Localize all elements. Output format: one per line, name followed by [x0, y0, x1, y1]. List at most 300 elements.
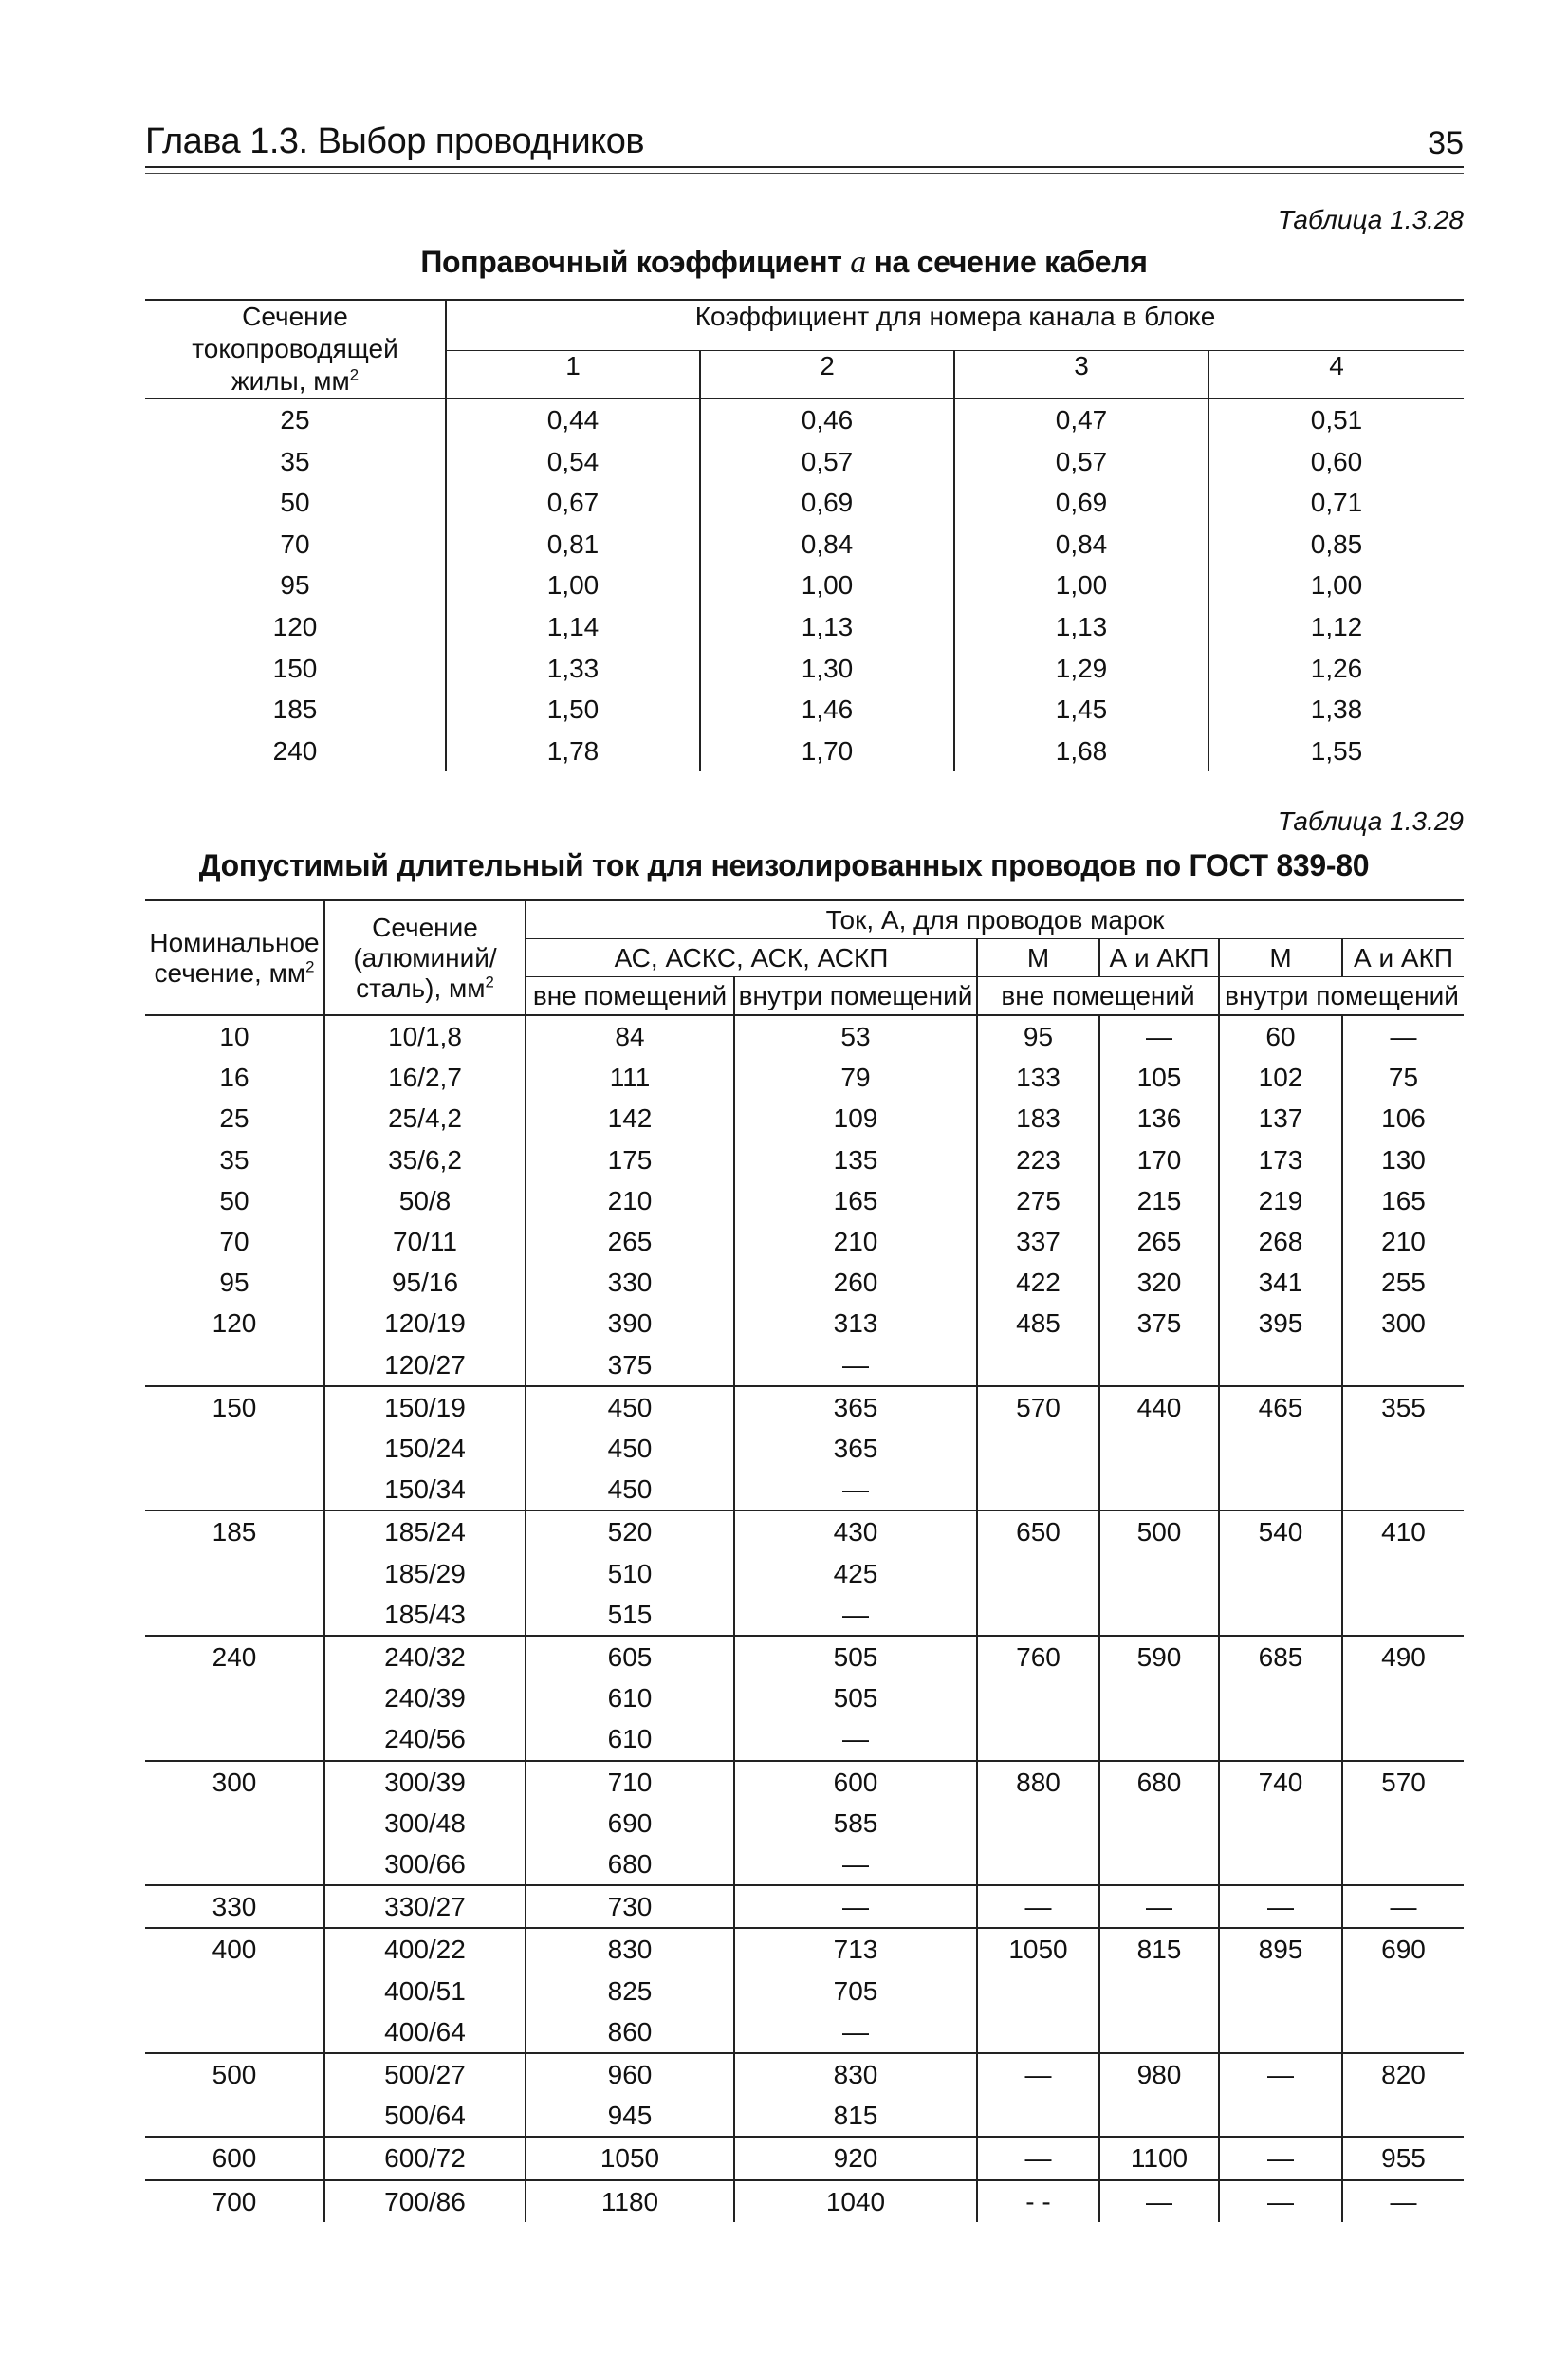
- t29-current-cell: 165: [1342, 1180, 1464, 1221]
- t29-current-cell: 320: [1099, 1262, 1219, 1303]
- t29-nominal-cell: [145, 1677, 324, 1718]
- t29-current-cell: [1099, 1594, 1219, 1636]
- table-row: [145, 689, 1464, 731]
- t29-current-cell: 375: [1099, 1303, 1219, 1343]
- t29-mark-ac: АС, АСКС, АСК, АСКП: [526, 939, 977, 977]
- t29-current-cell: —: [1219, 2180, 1342, 2222]
- t29-current-cell: —: [734, 1718, 977, 1760]
- t29-current-cell: [1219, 1843, 1342, 1885]
- t29-current-cell: —: [734, 1885, 977, 1928]
- t29-current-cell: 490: [1342, 1636, 1464, 1677]
- t29-nominal-cell: 400: [145, 1928, 324, 1970]
- t29-section-cell: 16/2,7: [324, 1057, 526, 1098]
- t29-current-cell: [1342, 1428, 1464, 1469]
- t29-current-cell: 730: [526, 1885, 734, 1928]
- table-row: [145, 1803, 1464, 1843]
- t29-current-cell: [1219, 1469, 1342, 1510]
- t29-current-cell: —: [1342, 2180, 1464, 2222]
- t29-current-cell: 210: [526, 1180, 734, 1221]
- t29-current-cell: 410: [1342, 1510, 1464, 1552]
- table-row: [145, 1636, 1464, 1677]
- t29-current-cell: —: [1099, 2180, 1219, 2222]
- t29-current-cell: 713: [734, 1928, 977, 1970]
- t29-section-cell: 600/72: [324, 2137, 526, 2179]
- table-row: [145, 482, 1464, 524]
- t29-current-cell: 137: [1219, 1098, 1342, 1139]
- t29-section-cell: 500/27: [324, 2053, 526, 2095]
- t29-section-cell: 185/29: [324, 1553, 526, 1594]
- t29-current-cell: 585: [734, 1803, 977, 1843]
- t29-current-cell: [1099, 1677, 1219, 1718]
- t29-current-cell: 313: [734, 1303, 977, 1343]
- t28-coef-cell: 1,38: [1208, 689, 1464, 731]
- t28-coef-cell: 0,84: [954, 524, 1208, 565]
- t29-nominal-cell: 185: [145, 1510, 324, 1552]
- t29-current-cell: 165: [734, 1180, 977, 1221]
- t29-current-cell: —: [734, 1843, 977, 1885]
- t29-current-cell: 210: [1342, 1221, 1464, 1262]
- t29-nominal-cell: [145, 2011, 324, 2053]
- t28-channel: 2: [700, 351, 954, 399]
- t29-current-cell: 600: [734, 1761, 977, 1803]
- t29-current-cell: 375: [526, 1344, 734, 1386]
- t29-current-cell: —: [1099, 1885, 1219, 1928]
- t28-coef-cell: 0,47: [954, 398, 1208, 441]
- t29-current-cell: 300: [1342, 1303, 1464, 1343]
- t29-current-cell: 106: [1342, 1098, 1464, 1139]
- running-head: [145, 121, 1464, 167]
- t29-section-cell: 50/8: [324, 1180, 526, 1221]
- t28-coef-cell: 1,29: [954, 648, 1208, 690]
- t29-section-cell: 10/1,8: [324, 1015, 526, 1057]
- t29-current-cell: [1219, 1718, 1342, 1760]
- t29-current-cell: 515: [526, 1594, 734, 1636]
- t29-current-cell: 505: [734, 1636, 977, 1677]
- t28-coef-cell: 1,00: [446, 565, 700, 606]
- t28-col-coef: Коэффициент для номера канала в блоке: [446, 300, 1464, 351]
- t29-current-cell: 895: [1219, 1928, 1342, 1970]
- t29-current-cell: [1099, 1469, 1219, 1510]
- t29-current-cell: 102: [1219, 1057, 1342, 1098]
- t29-current-cell: —: [977, 2053, 1099, 2095]
- t29-current-cell: [1342, 1344, 1464, 1386]
- t29-current-cell: 705: [734, 1971, 977, 2011]
- table-row: [145, 1057, 1464, 1098]
- chapter-title: Глава 1.3. Выбор проводников: [145, 121, 645, 161]
- t29-nominal-cell: 700: [145, 2180, 324, 2222]
- t29-current-cell: 109: [734, 1098, 977, 1139]
- t28-coef-cell: 1,33: [446, 648, 700, 690]
- t28-coef-cell: 0,57: [700, 441, 954, 483]
- t29-current-cell: 1050: [526, 2137, 734, 2179]
- t28-coef-cell: 0,67: [446, 482, 700, 524]
- t29-section-cell: 185/43: [324, 1594, 526, 1636]
- table-row: [145, 441, 1464, 483]
- t29-section-cell: 400/22: [324, 1928, 526, 1970]
- t29-current-cell: 880: [977, 1761, 1099, 1803]
- t29-current-cell: —: [1219, 2053, 1342, 2095]
- t29-current-cell: 815: [734, 2095, 977, 2137]
- t29-current-cell: 355: [1342, 1386, 1464, 1428]
- t29-current-cell: 610: [526, 1718, 734, 1760]
- t29-current-cell: —: [977, 2137, 1099, 2179]
- table-row: [145, 398, 1464, 441]
- t28-coef-cell: 1,00: [1208, 565, 1464, 606]
- t29-current-cell: [1099, 1344, 1219, 1386]
- t29-current-cell: 520: [526, 1510, 734, 1552]
- t28-section-cell: 185: [272, 695, 318, 725]
- t29-current-cell: [1219, 1677, 1342, 1718]
- t28-coef-cell: 1,55: [1208, 731, 1464, 772]
- table-row: [145, 606, 1464, 648]
- t29-current-cell: 500: [1099, 1510, 1219, 1552]
- table-row: [145, 2095, 1464, 2137]
- t28-coef-cell: 0,60: [1208, 441, 1464, 483]
- t29-current-cell: [1219, 1594, 1342, 1636]
- t29-current-cell: 960: [526, 2053, 734, 2095]
- table-row: [145, 1761, 1464, 1803]
- t29-section-cell: 300/66: [324, 1843, 526, 1885]
- table-row: [145, 1098, 1464, 1139]
- t29-current-cell: 265: [1099, 1221, 1219, 1262]
- t28-section-cell: 95: [280, 570, 310, 601]
- table-row: [145, 1928, 1464, 1970]
- t29-current-cell: [977, 1971, 1099, 2011]
- t28-coef-cell: 0,57: [954, 441, 1208, 483]
- table-row: [145, 1303, 1464, 1343]
- table-row: [145, 1843, 1464, 1885]
- t28-section-cell: 240: [272, 735, 318, 766]
- t29-nominal-cell: [145, 1594, 324, 1636]
- t29-nominal-cell: [145, 1971, 324, 2011]
- t29-section-cell: 240/56: [324, 1718, 526, 1760]
- t29-current-cell: 183: [977, 1098, 1099, 1139]
- t29-current-cell: 341: [1219, 1262, 1342, 1303]
- t29-mark-m: М: [1219, 939, 1342, 977]
- table-row: [145, 1344, 1464, 1386]
- t29-section-cell: 240/39: [324, 1677, 526, 1718]
- t29-mark-a-akp: А и АКП: [1099, 939, 1219, 977]
- t29-current-cell: 337: [977, 1221, 1099, 1262]
- t29-current-cell: [1342, 2011, 1464, 2053]
- table-row: [145, 2180, 1464, 2222]
- t29-current-cell: 685: [1219, 1636, 1342, 1677]
- t28-channel: 1: [446, 351, 700, 399]
- t29-nominal-cell: 240: [145, 1636, 324, 1677]
- t29-current-cell: 142: [526, 1098, 734, 1139]
- table-row: [145, 1971, 1464, 2011]
- t29-current-cell: 920: [734, 2137, 977, 2179]
- t29-current-cell: 390: [526, 1303, 734, 1343]
- table-row: [145, 1386, 1464, 1428]
- t29-current-cell: [1342, 1677, 1464, 1718]
- t29-outdoor: вне помещений: [526, 977, 734, 1016]
- t29-section-cell: 300/48: [324, 1803, 526, 1843]
- t29-current-cell: —: [1342, 1885, 1464, 1928]
- t29-current-cell: [1099, 2095, 1219, 2137]
- t29-col-section: Сечение (алюминий/ сталь), $мм^2$: [324, 900, 526, 1015]
- t28-coef-cell: 1,00: [954, 565, 1208, 606]
- t29-current-cell: 173: [1219, 1139, 1342, 1180]
- t28-coef-cell: 1,45: [954, 689, 1208, 731]
- t29-current-cell: 590: [1099, 1636, 1219, 1677]
- t29-current-cell: [1219, 1428, 1342, 1469]
- t29-current-cell: 680: [1099, 1761, 1219, 1803]
- t28-coef-cell: 0,54: [446, 441, 700, 483]
- t29-current-cell: [1342, 1718, 1464, 1760]
- t29-current-cell: 955: [1342, 2137, 1464, 2179]
- t29-nominal-cell: 120: [212, 1308, 257, 1339]
- t29-current-cell: 980: [1099, 2053, 1219, 2095]
- t29-current-cell: 830: [734, 2053, 977, 2095]
- t29-section-cell: 400/51: [324, 1971, 526, 2011]
- t29-current-cell: 130: [1342, 1139, 1464, 1180]
- t29-current-cell: 84: [526, 1015, 734, 1057]
- t28-coef-cell: 1,14: [446, 606, 700, 648]
- t29-current-cell: [1099, 1803, 1219, 1843]
- t28-coef-cell: 1,12: [1208, 606, 1464, 648]
- t29-nominal-cell: [145, 1344, 324, 1386]
- t29-current-cell: 210: [734, 1221, 977, 1262]
- header-rule: [145, 166, 1464, 174]
- t29-current-cell: [1342, 2095, 1464, 2137]
- t29-section-cell: 300/39: [324, 1761, 526, 1803]
- t29-current-cell: [1342, 1843, 1464, 1885]
- t29-col-current: Ток, А, для проводов марок: [526, 900, 1464, 939]
- t28-coef-cell: 1,50: [446, 689, 700, 731]
- t29-current-cell: 830: [526, 1928, 734, 1970]
- t28-coef-cell: 0,69: [954, 482, 1208, 524]
- t29-section-cell: 150/24: [324, 1428, 526, 1469]
- t29-current-cell: 860: [526, 2011, 734, 2053]
- t29-current-cell: 690: [526, 1803, 734, 1843]
- t29-current-cell: 265: [526, 1221, 734, 1262]
- t29-current-cell: 505: [734, 1677, 977, 1718]
- page-number: 35: [1428, 125, 1464, 161]
- t29-current-cell: 53: [734, 1015, 977, 1057]
- t29-current-cell: 485: [977, 1303, 1099, 1343]
- t29-current-cell: 111: [526, 1057, 734, 1098]
- t29-current-cell: 430: [734, 1510, 977, 1552]
- table-row: [145, 565, 1464, 606]
- t29-nominal-cell: 25: [219, 1103, 249, 1134]
- t29-current-cell: 215: [1099, 1180, 1219, 1221]
- t29-current-cell: 60: [1219, 1015, 1342, 1057]
- t29-current-cell: 223: [977, 1139, 1099, 1180]
- t29-current-cell: [1342, 1594, 1464, 1636]
- table-row: [145, 1553, 1464, 1594]
- table-row: [145, 1015, 1464, 1057]
- t28-coef-cell: 1,30: [700, 648, 954, 690]
- t29-current-cell: [977, 1677, 1099, 1718]
- t29-current-cell: —: [734, 1469, 977, 1510]
- t28-coef-cell: 1,26: [1208, 648, 1464, 690]
- t29-current-cell: [1219, 1344, 1342, 1386]
- t28-coef-cell: 1,46: [700, 689, 954, 731]
- t29-current-cell: 136: [1099, 1098, 1219, 1139]
- t29-mark-m: М: [977, 939, 1099, 977]
- t29-current-cell: [1342, 1553, 1464, 1594]
- t29-current-cell: [977, 1594, 1099, 1636]
- t29-section-cell: 70/11: [324, 1221, 526, 1262]
- table-row: [145, 2137, 1464, 2179]
- t29-current-cell: [977, 1843, 1099, 1885]
- t29-outdoor: вне помещений: [977, 977, 1219, 1016]
- table-29-label: Таблица 1.3.29: [1277, 806, 1464, 836]
- t29-current-cell: —: [734, 1344, 977, 1386]
- t29-current-cell: [1099, 1971, 1219, 2011]
- t29-current-cell: —: [1219, 2137, 1342, 2179]
- t29-current-cell: 570: [977, 1386, 1099, 1428]
- t29-nominal-cell: 500: [145, 2053, 324, 2095]
- t29-section-cell: 330/27: [324, 1885, 526, 1928]
- t29-current-cell: [1342, 1469, 1464, 1510]
- table-row: [145, 731, 1464, 772]
- t28-coef-cell: 0,71: [1208, 482, 1464, 524]
- t29-current-cell: [977, 1469, 1099, 1510]
- t29-section-cell: 700/86: [324, 2180, 526, 2222]
- t29-current-cell: [977, 2011, 1099, 2053]
- t29-current-cell: 680: [526, 1843, 734, 1885]
- table-row: [145, 2011, 1464, 2053]
- t29-current-cell: [977, 2095, 1099, 2137]
- t29-section-cell: 240/32: [324, 1636, 526, 1677]
- t29-section-cell: 400/64: [324, 2011, 526, 2053]
- t29-nominal-cell: 95: [219, 1268, 249, 1298]
- t28-section-cell: 150: [272, 653, 318, 683]
- t28-coef-cell: 1,13: [700, 606, 954, 648]
- t29-current-cell: 275: [977, 1180, 1099, 1221]
- t29-current-cell: —: [734, 1594, 977, 1636]
- t28-coef-cell: 1,00: [700, 565, 954, 606]
- t29-current-cell: 365: [734, 1428, 977, 1469]
- t28-coef-cell: 0,84: [700, 524, 954, 565]
- t29-current-cell: [977, 1428, 1099, 1469]
- t29-current-cell: 175: [526, 1139, 734, 1180]
- t29-current-cell: [1099, 1428, 1219, 1469]
- t29-section-cell: 150/34: [324, 1469, 526, 1510]
- t29-current-cell: 79: [734, 1057, 977, 1098]
- t29-nominal-cell: 300: [145, 1761, 324, 1803]
- t29-current-cell: - -: [977, 2180, 1099, 2222]
- t29-current-cell: [1099, 2011, 1219, 2053]
- table-row: [145, 1510, 1464, 1552]
- t29-current-cell: [1342, 1971, 1464, 2011]
- t29-indoor: внутри помещений: [734, 977, 977, 1016]
- t29-current-cell: 75: [1342, 1057, 1464, 1098]
- t29-current-cell: [977, 1344, 1099, 1386]
- t28-coef-cell: 0,69: [700, 482, 954, 524]
- t29-current-cell: [1219, 2011, 1342, 2053]
- t29-current-cell: 422: [977, 1262, 1099, 1303]
- t29-current-cell: [1219, 1553, 1342, 1594]
- t29-section-cell: 120/27: [324, 1344, 526, 1386]
- t29-nominal-cell: [145, 1469, 324, 1510]
- table-row: [145, 1885, 1464, 1928]
- table-row: [145, 1262, 1464, 1303]
- t29-current-cell: [1219, 1803, 1342, 1843]
- t29-current-cell: 650: [977, 1510, 1099, 1552]
- t29-section-cell: 120/19: [324, 1303, 526, 1343]
- t29-current-cell: 135: [734, 1139, 977, 1180]
- t29-current-cell: 105: [1099, 1057, 1219, 1098]
- t29-current-cell: 425: [734, 1553, 977, 1594]
- t29-current-cell: —: [1219, 1885, 1342, 1928]
- t29-current-cell: 825: [526, 1971, 734, 2011]
- t29-current-cell: 365: [734, 1386, 977, 1428]
- t28-col-section: Сечение токопроводящей жилы, $мм^2$: [145, 300, 446, 398]
- t29-current-cell: 450: [526, 1469, 734, 1510]
- t29-current-cell: 255: [1342, 1262, 1464, 1303]
- t28-section-cell: 120: [272, 611, 318, 641]
- t29-nominal-cell: [145, 1553, 324, 1594]
- t29-nominal-cell: 35: [219, 1144, 249, 1175]
- t29-current-cell: 133: [977, 1057, 1099, 1098]
- t28-coef-cell: 1,13: [954, 606, 1208, 648]
- t29-col-nominal: Номинальное сечение, $мм^2$: [145, 900, 324, 1015]
- t29-section-cell: 500/64: [324, 2095, 526, 2137]
- t29-current-cell: 510: [526, 1553, 734, 1594]
- t29-current-cell: [1099, 1718, 1219, 1760]
- t29-nominal-cell: [145, 1843, 324, 1885]
- t29-current-cell: 170: [1099, 1139, 1219, 1180]
- t29-current-cell: 1180: [526, 2180, 734, 2222]
- t29-current-cell: 605: [526, 1636, 734, 1677]
- t29-current-cell: [1219, 2095, 1342, 2137]
- t28-coef-cell: 1,78: [446, 731, 700, 772]
- table-row: [145, 1428, 1464, 1469]
- t29-current-cell: 740: [1219, 1761, 1342, 1803]
- t29-current-cell: [1219, 1971, 1342, 2011]
- table-row: [145, 2053, 1464, 2095]
- t29-nominal-cell: 70: [219, 1227, 249, 1257]
- t29-current-cell: [1099, 1843, 1219, 1885]
- t29-current-cell: 540: [1219, 1510, 1342, 1552]
- t29-current-cell: 820: [1342, 2053, 1464, 2095]
- t29-current-cell: [1099, 1553, 1219, 1594]
- t28-section-cell: 50: [280, 488, 310, 518]
- t29-current-cell: 1100: [1099, 2137, 1219, 2179]
- t29-mark-a-akp: А и АКП: [1342, 939, 1464, 977]
- t28-section-cell: 25: [280, 405, 310, 435]
- table-row: [145, 1180, 1464, 1221]
- t29-nominal-cell: [145, 1428, 324, 1469]
- t29-current-cell: 450: [526, 1386, 734, 1428]
- t29-nominal-cell: 50: [219, 1185, 249, 1215]
- t29-nominal-cell: 330: [145, 1885, 324, 1928]
- t29-current-cell: —: [1342, 1015, 1464, 1057]
- table-28: [145, 299, 1464, 771]
- t29-current-cell: 330: [526, 1262, 734, 1303]
- t29-current-cell: 260: [734, 1262, 977, 1303]
- t28-section-cell: 35: [280, 446, 310, 476]
- t28-channel: 3: [954, 351, 1208, 399]
- t29-current-cell: 815: [1099, 1928, 1219, 1970]
- table-row: [145, 524, 1464, 565]
- table-row: [145, 1469, 1464, 1510]
- t29-section-cell: 25/4,2: [324, 1098, 526, 1139]
- table-row: [145, 1677, 1464, 1718]
- t29-current-cell: 570: [1342, 1761, 1464, 1803]
- t29-nominal-cell: 150: [145, 1386, 324, 1428]
- t29-nominal-cell: 10: [219, 1022, 249, 1051]
- t29-current-cell: 1040: [734, 2180, 977, 2222]
- t29-current-cell: 450: [526, 1428, 734, 1469]
- t28-coef-cell: 0,44: [446, 398, 700, 441]
- table-29: [145, 899, 1464, 2222]
- t29-current-cell: 710: [526, 1761, 734, 1803]
- t29-nominal-cell: [145, 1718, 324, 1760]
